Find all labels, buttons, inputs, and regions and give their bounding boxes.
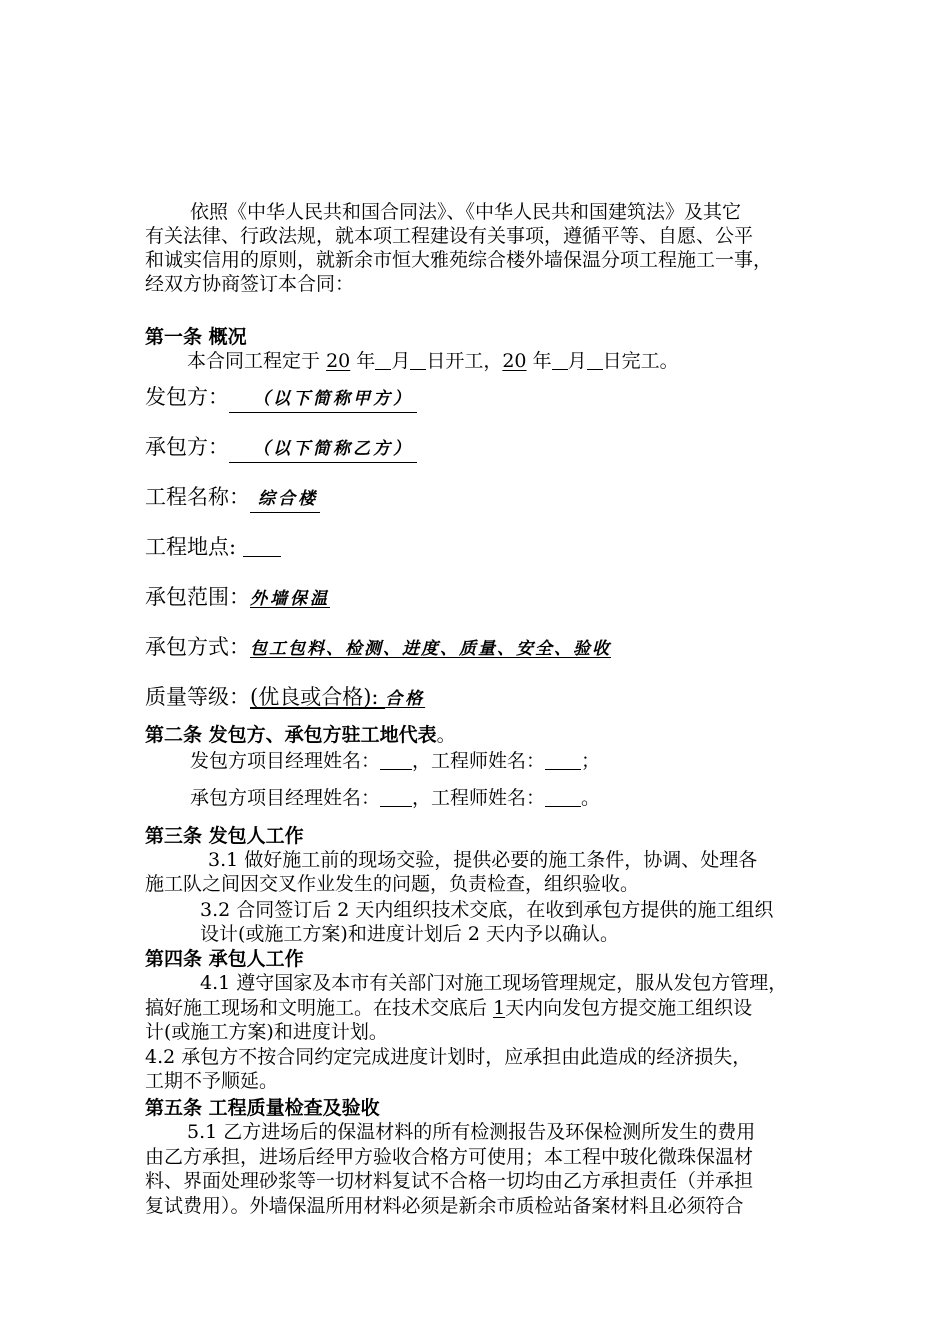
start-month-blank [375, 351, 391, 370]
preamble-line-1: 依照《中华人民共和国合同法》、《中华人民共和国建筑法》及其它 [190, 201, 742, 223]
article-3-title: 第三条 发包人工作 [145, 825, 304, 847]
end-day-blank [587, 351, 603, 370]
location-field: 工程地点: [145, 535, 281, 559]
article-4-line-4: 4.2 承包方不按合同约定完成进度计划时，应承担由此造成的经济损失， [145, 1046, 752, 1068]
employer-representative-line: 发包方项目经理姓名： ，工程师姓名： ； [190, 750, 601, 772]
article-4-line-1: 4.1 遵守国家及本市有关部门对施工现场管理规定，服从发包方管理， [200, 972, 788, 994]
method-value: 包工包料、检测、进度、质量、安全、验收 [250, 639, 611, 659]
article-3-line-1: 3.1 做好施工前的现场交验，提供必要的施工条件，协调、处理各 [208, 849, 758, 871]
employer-pm-blank [380, 751, 412, 770]
employer-field: 发包方： （以下简称甲方） [145, 385, 417, 413]
article-5-line-1: 5.1 乙方进场后的保温材料的所有检测报告及环保检测所发生的费用 [187, 1121, 756, 1143]
method-field: 承包方式：包工包料、检测、进度、质量、安全、验收 [145, 635, 611, 659]
preamble-line-4: 经双方协商签订本合同： [145, 273, 355, 295]
article-5-title: 第五条 工程质量检查及验收 [145, 1097, 380, 1119]
project-name-field: 工程名称： 综合楼 [145, 485, 320, 513]
article-3-line-4: 设计(或施工方案)和进度计划后 2 天内予以确认。 [200, 923, 619, 945]
scope-value: 外墙保温 [250, 589, 330, 609]
start-day-blank [410, 351, 426, 370]
end-month-blank [552, 351, 568, 370]
article-4-line-5: 工期不予顺延。 [145, 1070, 279, 1092]
article-4-line-2: 搞好施工现场和文明施工。在技术交底后 1天内向发包方提交施工组织设 [145, 997, 753, 1019]
start-year: 20 [326, 350, 351, 372]
end-year: 20 [502, 350, 527, 372]
article-4-line-3: 计(或施工方案)和进度计划。 [145, 1021, 388, 1043]
quality-option: (优良或合格): [250, 685, 379, 709]
scope-field: 承包范围：外墙保温 [145, 585, 330, 609]
contractor-pm-blank [380, 788, 412, 807]
contractor-value: （以下简称乙方） [229, 437, 417, 463]
article-5-line-4: 复试费用）。外墙保温所用材料必须是新余市质检站备案材料且必须符合 [145, 1195, 744, 1217]
article-5-line-2: 由乙方承担，进场后经甲方验收合格方可使用；本工程中玻化微珠保温材 [145, 1146, 754, 1168]
contractor-field: 承包方： （以下简称乙方） [145, 435, 417, 463]
article-1-title: 第一条 概况 [145, 326, 247, 348]
preamble-line-2: 有关法律、行政法规，就本项工程建设有关事项，遵循平等、自愿、公平 [145, 225, 754, 247]
employer-engineer-blank [545, 751, 581, 770]
preamble-line-3: 和诚实信用的原则，就新余市恒大雅苑综合楼外墙保温分项工程施工一事， [145, 249, 773, 271]
project-name-value: 综合楼 [250, 487, 320, 513]
schedule-line: 本合同工程定于 20 年 月 日开工，20 年 月 日完工。 [187, 350, 679, 372]
article-5-line-3: 料、界面处理砂浆等一切材料复试不合格一切均由乙方承担责任（并承担 [145, 1170, 754, 1192]
employer-value: （以下简称甲方） [229, 387, 417, 413]
article-3-line-3: 3.2 合同签订后 2 天内组织技术交底，在收到承包方提供的施工组织 [200, 899, 774, 921]
quality-field: 质量等级：(优良或合格): 合格 [145, 685, 426, 709]
contractor-representative-line: 承包方项目经理姓名： ，工程师姓名： 。 [190, 787, 601, 809]
contractor-engineer-blank [545, 788, 581, 807]
article-2-title: 第二条 发包方、承包方驻工地代表。 [145, 724, 456, 746]
location-blank [243, 538, 281, 557]
article-4-title: 第四条 承包人工作 [145, 948, 304, 970]
quality-value: 合格 [385, 689, 426, 709]
article-3-line-2: 施工队之间因交叉作业发生的问题，负责检查，组织验收。 [145, 873, 640, 895]
